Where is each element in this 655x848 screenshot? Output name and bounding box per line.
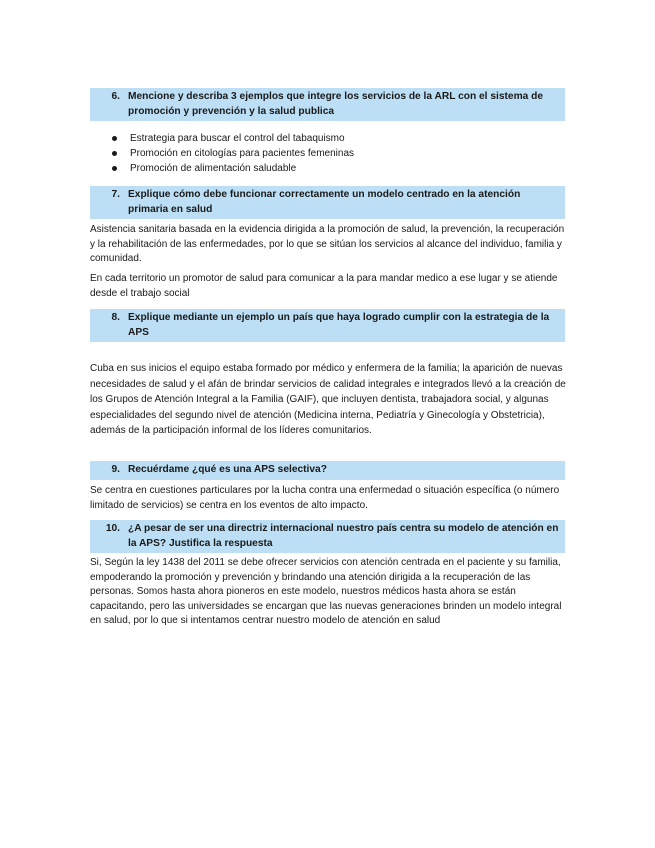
question-text: Mencione y describa 3 ejemplos que integre los servicios de la ARL con el sistema de promoción y prevención y la salud publica	[128, 91, 544, 117]
question-number: 10.	[105, 523, 120, 534]
answer-8-paragraph: Cuba en sus inicios el equipo estaba formado por médico y enfermera de la familia; la aparición de nuevas necesidades de salud y el afán de brindar servicios de calidad integrales e integrados llevó a la creación de los Grupos de Atención Integral a la Familia (GAIF), que incluyen dentista, trabajadora social, y algunas especialidades del segundo nivel de atención (Medicina interna, Pediatría y Ginecología y Obstetricia), además de la participación informal de los líderes comunitarios.	[90, 363, 566, 437]
question-number: 6.	[111, 91, 120, 102]
question-number: 9.	[111, 464, 120, 475]
answer-7-paragraph-1: Asistencia sanitaria basada en la evidencia dirigida a la promoción de salud, la prevención, la recuperación y la rehabilitación de las enfermedades, por lo que se sitúan los servicios al alcance del individuo, familia y comunidad.	[90, 224, 565, 264]
question-9-header	[90, 461, 565, 480]
answer-6-bullet-list	[110, 131, 354, 176]
question-7-header	[90, 186, 565, 219]
question-number: 8.	[111, 312, 120, 323]
bullet-icon	[112, 166, 117, 171]
list-item-text: Promoción de alimentación saludable	[130, 163, 297, 174]
question-text: ¿A pesar de ser una directriz internacional nuestro país centra su modelo de atención en la APS? Justifica la respuesta	[128, 523, 559, 549]
question-10-header	[90, 520, 565, 553]
bullet-icon	[112, 151, 117, 156]
answer-9-paragraph: Se centra en cuestiones particulares por la lucha contra una enfermedad o situación específica (o número limitado de servicios) se centra en los eventos de alto impacto.	[90, 485, 560, 511]
question-6-header	[90, 88, 565, 121]
list-item	[110, 146, 354, 161]
list-item	[110, 131, 354, 146]
list-item-text: Promoción en citologías para pacientes femeninas	[130, 148, 355, 159]
question-number: 7.	[111, 189, 120, 200]
question-text: Explique mediante un ejemplo un país que haya logrado cumplir con la estrategia de la APS	[128, 312, 550, 338]
question-8-header	[90, 309, 565, 342]
list-item	[110, 161, 354, 176]
answer-10-paragraph: Si, Según la ley 1438 del 2011 se debe ofrecer servicios con atención centrada en el paciente y su familia, empoderando la promoción y prevención y brindando una atención dirigida a la recuperación de las personas. Somos hasta ahora pioneros en este modelo, nuestros médicos hasta ahora se están capacitando, pero las universidades se encargan que las nuevas generaciones brinden un modelo integral en salud, por lo que si intentamos centrar nuestro modelo de atención en salud	[90, 557, 562, 626]
answer-7-paragraph-2: En cada territorio un promotor de salud para comunicar a la para mandar medico a ese lugar y se atiende desde el trabajo social	[90, 273, 558, 299]
list-item-text: Estrategia para buscar el control del tabaquismo	[130, 133, 345, 144]
question-text: Explique cómo debe funcionar correctamente un modelo centrado en la atención primaria en salud	[128, 189, 521, 215]
question-text: Recuérdame ¿qué es una APS selectiva?	[128, 464, 327, 475]
bullet-icon	[112, 136, 117, 141]
